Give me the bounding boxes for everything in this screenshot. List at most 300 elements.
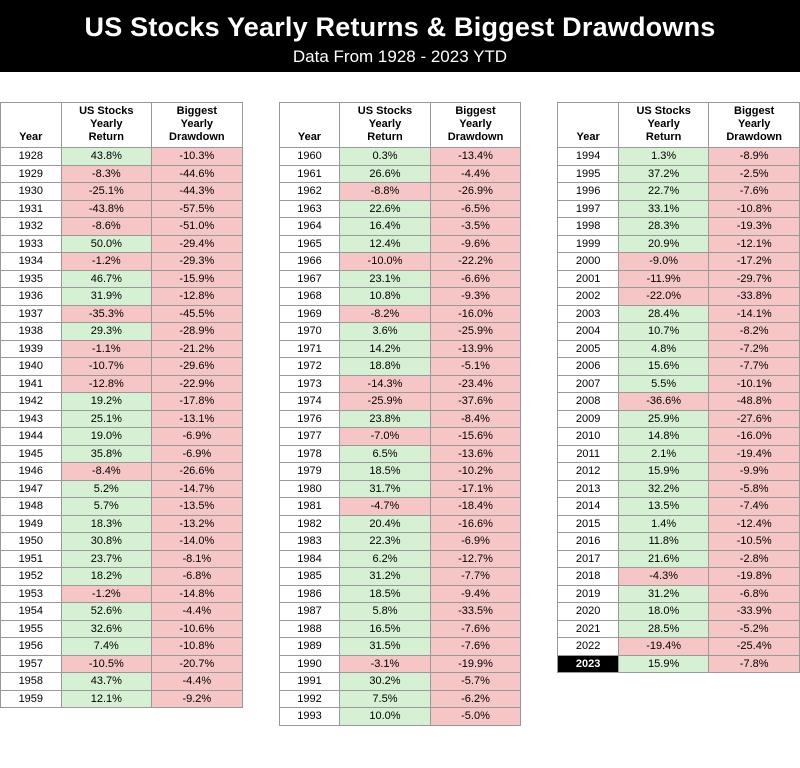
table-row [1,200,243,218]
table-row [558,655,800,673]
table-row [1,410,243,428]
cell-biggest-drawdown: -8.9% [709,148,800,166]
cell-yearly-return: -11.9% [618,270,708,288]
cell-year: 1976 [279,410,340,428]
cell-biggest-drawdown: -33.9% [709,603,800,621]
cell-biggest-drawdown: -7.6% [709,183,800,201]
cell-yearly-return: 22.6% [340,200,430,218]
table-row [558,375,800,393]
cell-yearly-return: 23.1% [340,270,430,288]
table-row [558,183,800,201]
cell-biggest-drawdown: -13.4% [430,148,521,166]
cell-yearly-return: 20.4% [340,515,430,533]
table-header-row [1,103,243,148]
table-row [279,393,521,411]
cell-biggest-drawdown: -6.9% [152,445,243,463]
cell-yearly-return: -3.1% [340,655,430,673]
cell-yearly-return: 14.8% [618,428,708,446]
cell-biggest-drawdown: -6.5% [430,200,521,218]
cell-year: 1951 [1,550,62,568]
cell-year: 1993 [279,708,340,726]
cell-biggest-drawdown: -15.6% [430,428,521,446]
cell-year: 1933 [1,235,62,253]
cell-biggest-drawdown: -6.8% [152,568,243,586]
cell-yearly-return: 32.6% [61,620,151,638]
cell-yearly-return: 22.3% [340,533,430,551]
header-banner [0,0,800,72]
table-row [558,410,800,428]
table-row [279,690,521,708]
cell-biggest-drawdown: -2.8% [709,550,800,568]
cell-yearly-return: 7.4% [61,638,151,656]
cell-yearly-return: -43.8% [61,200,151,218]
table-row [1,673,243,691]
cell-yearly-return: -7.0% [340,428,430,446]
cell-biggest-drawdown: -16.6% [430,515,521,533]
table-row [1,253,243,271]
cell-yearly-return: 18.5% [340,463,430,481]
cell-year: 1989 [279,638,340,656]
table-row [1,638,243,656]
cell-biggest-drawdown: -10.1% [709,375,800,393]
cell-year: 2008 [558,393,619,411]
cell-year: 1942 [1,393,62,411]
cell-yearly-return: -25.9% [340,393,430,411]
cell-year: 1996 [558,183,619,201]
cell-year: 1999 [558,235,619,253]
column-header-biggest-drawdown: Biggest Yearly Drawdown [152,103,243,148]
cell-year: 1997 [558,200,619,218]
cell-biggest-drawdown: -16.0% [709,428,800,446]
table-row [279,410,521,428]
cell-year: 1992 [279,690,340,708]
table-row [1,690,243,708]
cell-biggest-drawdown: -4.4% [430,165,521,183]
cell-yearly-return: -1.1% [61,340,151,358]
cell-biggest-drawdown: -9.3% [430,288,521,306]
cell-yearly-return: -25.1% [61,183,151,201]
cell-year: 1987 [279,603,340,621]
table-row [1,480,243,498]
table-row [279,218,521,236]
cell-biggest-drawdown: -37.6% [430,393,521,411]
cell-yearly-return: 6.5% [340,445,430,463]
table-row [279,638,521,656]
cell-biggest-drawdown: -14.0% [152,533,243,551]
cell-biggest-drawdown: -12.4% [709,515,800,533]
cell-year: 2001 [558,270,619,288]
cell-biggest-drawdown: -10.5% [709,533,800,551]
table-row [279,620,521,638]
table-row [279,165,521,183]
cell-biggest-drawdown: -12.7% [430,550,521,568]
cell-year: 1944 [1,428,62,446]
cell-year: 1969 [279,305,340,323]
cell-biggest-drawdown: -10.8% [152,638,243,656]
cell-yearly-return: 18.3% [61,515,151,533]
table-header-row [279,103,521,148]
cell-yearly-return: -8.6% [61,218,151,236]
table-row [1,165,243,183]
cell-year: 2011 [558,445,619,463]
cell-biggest-drawdown: -17.1% [430,480,521,498]
cell-yearly-return: 0.3% [340,148,430,166]
cell-biggest-drawdown: -25.9% [430,323,521,341]
cell-yearly-return: 35.8% [61,445,151,463]
cell-year: 2013 [558,480,619,498]
cell-biggest-drawdown: -26.6% [152,463,243,481]
cell-year: 1965 [279,235,340,253]
cell-biggest-drawdown: -14.8% [152,585,243,603]
cell-year: 1936 [1,288,62,306]
cell-biggest-drawdown: -26.9% [430,183,521,201]
cell-year: 1931 [1,200,62,218]
table-row [1,568,243,586]
cell-yearly-return: 19.0% [61,428,151,446]
cell-biggest-drawdown: -10.2% [430,463,521,481]
column-header-yearly-return: US Stocks Yearly Return [618,103,708,148]
cell-biggest-drawdown: -19.3% [709,218,800,236]
cell-year: 1966 [279,253,340,271]
cell-yearly-return: 15.9% [618,463,708,481]
cell-yearly-return: 15.9% [618,655,708,673]
table-row [279,305,521,323]
table-row [558,445,800,463]
cell-biggest-drawdown: -29.6% [152,358,243,376]
cell-year: 1953 [1,585,62,603]
cell-biggest-drawdown: -3.5% [430,218,521,236]
table-row [1,550,243,568]
cell-biggest-drawdown: -6.2% [430,690,521,708]
cell-biggest-drawdown: -2.5% [709,165,800,183]
cell-year: 1990 [279,655,340,673]
cell-yearly-return: 28.3% [618,218,708,236]
cell-yearly-return: 52.6% [61,603,151,621]
table-row [558,200,800,218]
cell-yearly-return: 10.7% [618,323,708,341]
cell-biggest-drawdown: -9.4% [430,585,521,603]
cell-year: 1948 [1,498,62,516]
table-row [279,340,521,358]
cell-year: 2016 [558,533,619,551]
cell-biggest-drawdown: -27.6% [709,410,800,428]
cell-biggest-drawdown: -19.9% [430,655,521,673]
cell-year: 1998 [558,218,619,236]
cell-year: 1971 [279,340,340,358]
table-row [1,533,243,551]
cell-year: 1961 [279,165,340,183]
table-row [279,323,521,341]
table-row [558,568,800,586]
table-row [279,375,521,393]
cell-biggest-drawdown: -6.9% [430,533,521,551]
cell-biggest-drawdown: -9.6% [430,235,521,253]
cell-biggest-drawdown: -7.2% [709,340,800,358]
cell-yearly-return: -10.5% [61,655,151,673]
cell-biggest-drawdown: -13.6% [430,445,521,463]
table-row [279,708,521,726]
cell-biggest-drawdown: -22.9% [152,375,243,393]
cell-yearly-return: 26.6% [340,165,430,183]
cell-year: 2012 [558,463,619,481]
cell-year: 2023 [558,655,619,673]
table-row [279,550,521,568]
cell-year: 1978 [279,445,340,463]
cell-yearly-return: 23.8% [340,410,430,428]
table-row [558,550,800,568]
cell-year: 2022 [558,638,619,656]
table-row [279,533,521,551]
cell-biggest-drawdown: -4.4% [152,603,243,621]
cell-year: 1956 [1,638,62,656]
table-row [558,270,800,288]
cell-biggest-drawdown: -19.4% [709,445,800,463]
table-row [558,638,800,656]
cell-yearly-return: 10.0% [340,708,430,726]
cell-year: 2007 [558,375,619,393]
cell-biggest-drawdown: -23.4% [430,375,521,393]
table-row [1,620,243,638]
table-row [558,498,800,516]
table-row [279,498,521,516]
cell-yearly-return: 11.8% [618,533,708,551]
cell-yearly-return: 28.4% [618,305,708,323]
cell-yearly-return: 5.7% [61,498,151,516]
cell-yearly-return: 5.8% [340,603,430,621]
cell-year: 1959 [1,690,62,708]
cell-yearly-return: 23.7% [61,550,151,568]
cell-biggest-drawdown: -29.7% [709,270,800,288]
cell-year: 2005 [558,340,619,358]
cell-yearly-return: 18.2% [61,568,151,586]
table-row [1,375,243,393]
cell-yearly-return: 31.9% [61,288,151,306]
column-header-year: Year [279,103,340,148]
cell-year: 2006 [558,358,619,376]
cell-yearly-return: 12.1% [61,690,151,708]
cell-year: 1955 [1,620,62,638]
cell-biggest-drawdown: -6.8% [709,585,800,603]
table-row [1,655,243,673]
cell-yearly-return: -10.7% [61,358,151,376]
cell-year: 1962 [279,183,340,201]
cell-yearly-return: 22.7% [618,183,708,201]
table-row [279,200,521,218]
cell-year: 1995 [558,165,619,183]
table-row [1,148,243,166]
cell-year: 1934 [1,253,62,271]
cell-year: 2019 [558,585,619,603]
cell-year: 1986 [279,585,340,603]
cell-biggest-drawdown: -7.7% [709,358,800,376]
table-row [279,428,521,446]
cell-yearly-return: 12.4% [340,235,430,253]
cell-biggest-drawdown: -7.8% [709,655,800,673]
cell-biggest-drawdown: -13.1% [152,410,243,428]
cell-yearly-return: 13.5% [618,498,708,516]
cell-year: 1932 [1,218,62,236]
cell-year: 1943 [1,410,62,428]
cell-yearly-return: 21.6% [618,550,708,568]
table-header-row [558,103,800,148]
cell-biggest-drawdown: -12.1% [709,235,800,253]
cell-biggest-drawdown: -10.8% [709,200,800,218]
table-row [1,603,243,621]
cell-year: 1980 [279,480,340,498]
cell-year: 1960 [279,148,340,166]
cell-year: 2003 [558,305,619,323]
table-row [558,253,800,271]
cell-biggest-drawdown: -17.2% [709,253,800,271]
cell-year: 2017 [558,550,619,568]
cell-yearly-return: -14.3% [340,375,430,393]
cell-yearly-return: 31.5% [340,638,430,656]
cell-year: 1982 [279,515,340,533]
cell-year: 1946 [1,463,62,481]
table-row [1,445,243,463]
table-row [558,603,800,621]
cell-year: 2009 [558,410,619,428]
table-row [1,585,243,603]
table-row [558,393,800,411]
tables-container [0,72,800,726]
cell-yearly-return: 46.7% [61,270,151,288]
cell-yearly-return: 14.2% [340,340,430,358]
cell-year: 1930 [1,183,62,201]
table-row [558,323,800,341]
table-row [279,288,521,306]
table-row [279,183,521,201]
table-row [279,445,521,463]
cell-biggest-drawdown: -13.9% [430,340,521,358]
table-row [558,340,800,358]
table-row [558,148,800,166]
cell-year: 1945 [1,445,62,463]
table-row [1,305,243,323]
table-row [279,515,521,533]
cell-yearly-return: -12.8% [61,375,151,393]
cell-yearly-return: -10.0% [340,253,430,271]
cell-biggest-drawdown: -7.6% [430,620,521,638]
table-row [558,218,800,236]
cell-yearly-return: 32.2% [618,480,708,498]
table-row [1,358,243,376]
cell-biggest-drawdown: -8.1% [152,550,243,568]
cell-yearly-return: 1.3% [618,148,708,166]
table-row [279,270,521,288]
cell-yearly-return: -22.0% [618,288,708,306]
cell-biggest-drawdown: -13.5% [152,498,243,516]
cell-year: 1988 [279,620,340,638]
cell-year: 1985 [279,568,340,586]
cell-year: 2010 [558,428,619,446]
cell-year: 1929 [1,165,62,183]
cell-yearly-return: 28.5% [618,620,708,638]
table-row [1,235,243,253]
cell-year: 2015 [558,515,619,533]
table-row [1,340,243,358]
returns-table-2 [279,102,522,726]
cell-year: 1970 [279,323,340,341]
cell-biggest-drawdown: -7.7% [430,568,521,586]
cell-yearly-return: 25.9% [618,410,708,428]
cell-biggest-drawdown: -6.9% [152,428,243,446]
cell-yearly-return: 31.7% [340,480,430,498]
table-row [558,480,800,498]
table-row [558,463,800,481]
cell-year: 2014 [558,498,619,516]
cell-year: 1991 [279,673,340,691]
cell-year: 1958 [1,673,62,691]
cell-year: 2021 [558,620,619,638]
table-row [558,428,800,446]
cell-biggest-drawdown: -14.1% [709,305,800,323]
cell-yearly-return: -1.2% [61,585,151,603]
cell-yearly-return: 25.1% [61,410,151,428]
cell-yearly-return: 18.8% [340,358,430,376]
cell-biggest-drawdown: -12.8% [152,288,243,306]
cell-biggest-drawdown: -29.3% [152,253,243,271]
cell-biggest-drawdown: -28.9% [152,323,243,341]
cell-yearly-return: 5.2% [61,480,151,498]
cell-biggest-drawdown: -14.7% [152,480,243,498]
table-row [1,218,243,236]
cell-yearly-return: 50.0% [61,235,151,253]
table-row [1,498,243,516]
table-row [1,323,243,341]
table-row [279,253,521,271]
cell-biggest-drawdown: -44.3% [152,183,243,201]
cell-year: 1928 [1,148,62,166]
cell-biggest-drawdown: -33.8% [709,288,800,306]
table-row [1,183,243,201]
table-row [279,568,521,586]
cell-year: 1950 [1,533,62,551]
cell-yearly-return: -8.2% [340,305,430,323]
cell-yearly-return: 29.3% [61,323,151,341]
cell-year: 1967 [279,270,340,288]
cell-biggest-drawdown: -4.4% [152,673,243,691]
cell-year: 1974 [279,393,340,411]
cell-biggest-drawdown: -20.7% [152,655,243,673]
table-row [558,358,800,376]
cell-year: 1979 [279,463,340,481]
cell-biggest-drawdown: -18.4% [430,498,521,516]
cell-year: 1939 [1,340,62,358]
cell-yearly-return: 15.6% [618,358,708,376]
cell-yearly-return: 1.4% [618,515,708,533]
table-row [279,148,521,166]
column-header-biggest-drawdown: Biggest Yearly Drawdown [709,103,800,148]
cell-yearly-return: -1.2% [61,253,151,271]
cell-yearly-return: 5.5% [618,375,708,393]
cell-year: 1949 [1,515,62,533]
table-row [558,515,800,533]
column-header-year: Year [1,103,62,148]
cell-year: 1968 [279,288,340,306]
cell-year: 1954 [1,603,62,621]
cell-year: 1941 [1,375,62,393]
cell-biggest-drawdown: -48.8% [709,393,800,411]
cell-yearly-return: 31.2% [618,585,708,603]
cell-yearly-return: -19.4% [618,638,708,656]
table-row [558,585,800,603]
cell-yearly-return: -4.3% [618,568,708,586]
cell-biggest-drawdown: -10.6% [152,620,243,638]
cell-biggest-drawdown: -19.8% [709,568,800,586]
table-row [1,270,243,288]
cell-yearly-return: 18.5% [340,585,430,603]
